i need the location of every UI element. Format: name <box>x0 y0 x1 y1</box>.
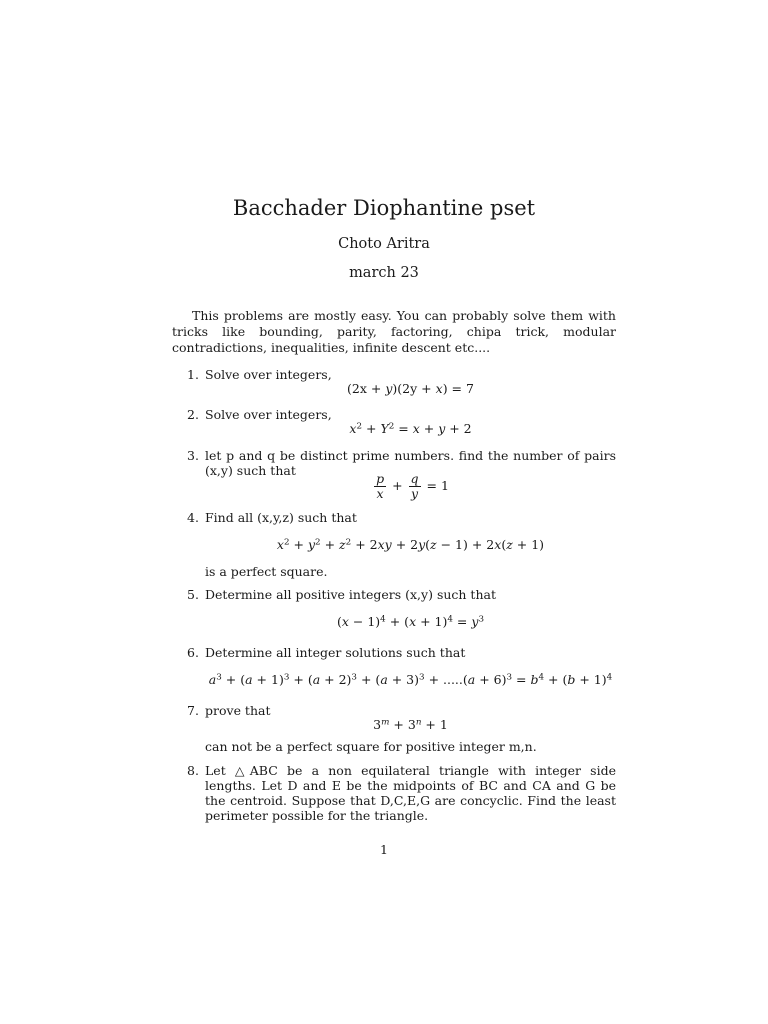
document-author: Choto Aritra <box>338 236 430 252</box>
problem-number: 8. <box>187 763 199 778</box>
document-title: Bacchader Diophantine pset <box>232 196 536 220</box>
problem-5 <box>172 587 616 637</box>
problem-text: Determine all integer solutions such that <box>205 645 466 660</box>
fraction-q-over-y: $\frac{q}{y}$ <box>410 471 419 501</box>
problem-number: 2. <box>187 407 199 422</box>
problem-equation: $(x - 1)^4 + (x + 1)^4 = y^3$ <box>336 614 485 629</box>
problem-followup: is a perfect square. <box>205 564 328 579</box>
problem-number: 5. <box>187 587 199 602</box>
problem-text: Solve over integers, <box>205 407 332 422</box>
fraction-p-over-x: $\frac{p}{x}$ <box>376 471 385 501</box>
problem-number: 4. <box>187 510 199 525</box>
problem-4 <box>172 510 616 580</box>
problem-equation: $a^3 + (a + 1)^3 + (a + 2)^3 + (a + 3)^3 + .....(a + 6)^3 = b^4 + (b + 1)^4$ <box>208 672 613 687</box>
problem-equation: $x^2 + Y^2 = x + y + 2$ <box>349 421 472 436</box>
problem-2 <box>172 407 616 447</box>
intro-paragraph: This problems are mostly easy. You can probably solve them with tricks like bounding, parity, factoring, chipa trick, modular contradictions, inequalities, infinite descent etc.... <box>172 308 616 355</box>
problem-text: Let △ABC be a non equilateral triangle with integer side lengths. Let D and E be the midpoints of BC and CA and G be the centroid. Suppose that D,C,E,G are concyclic. Find the least perimeter possible for the triangle. <box>205 763 616 823</box>
problem-number: 3. <box>187 448 199 463</box>
problem-number: 1. <box>187 367 199 382</box>
problem-1 <box>172 367 616 407</box>
problem-6 <box>172 645 616 695</box>
problem-equation: (2x + y)(2y + x) = 7 <box>347 381 474 396</box>
problem-text: prove that <box>205 703 271 718</box>
problem-equation: $3^m + 3^n + 1$ <box>373 717 448 732</box>
problem-3 <box>172 448 616 506</box>
problem-number: 6. <box>187 645 199 660</box>
problem-equation: $\frac{p}{x}$ + $\frac{q}{y}$ = 1 <box>376 471 449 501</box>
problem-text: Solve over integers, <box>205 367 332 382</box>
document-date: march 23 <box>349 265 419 281</box>
problem-number: 7. <box>187 703 199 718</box>
page-number: 1 <box>380 842 388 857</box>
problem-followup: can not be a perfect square for positive integer m,n. <box>205 739 537 754</box>
problem-text: Determine all positive integers (x,y) such that <box>205 587 496 602</box>
problem-text: let p and q be distinct prime numbers. find the number of pairs (x,y) such that <box>205 448 616 478</box>
problem-7 <box>172 703 616 758</box>
problem-equation: $x^2 + y^2 + z^2 + 2xy + 2y(z - 1) + 2x(z + 1)$ <box>276 537 545 552</box>
problem-text: Find all (x,y,z) such that <box>205 510 357 525</box>
problem-8 <box>172 763 616 825</box>
